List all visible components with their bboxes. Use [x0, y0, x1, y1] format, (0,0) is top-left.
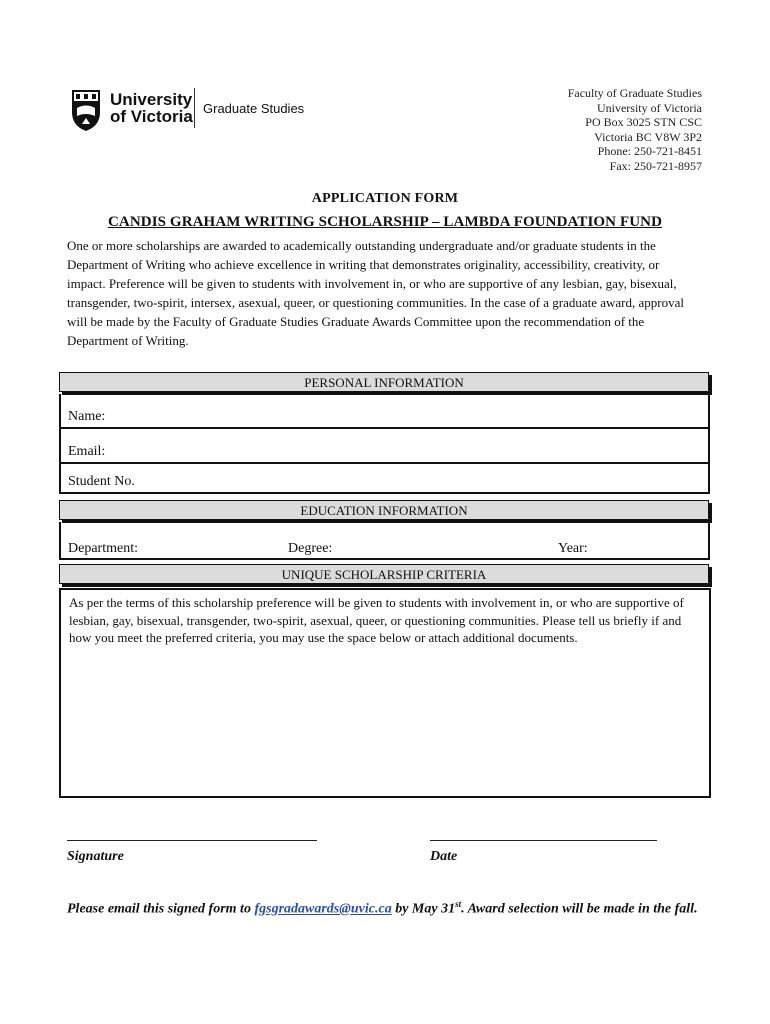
year-field[interactable]: Year: [558, 541, 588, 556]
signature-label: Signature [67, 849, 124, 864]
address-block [568, 86, 702, 173]
footer-text-before: Please email this signed form to [67, 901, 255, 917]
email-link[interactable]: fgsgradawards@uvic.ca [254, 901, 392, 917]
personal-info-header: PERSONAL INFORMATION [59, 372, 709, 392]
student-no-field[interactable] [61, 464, 708, 492]
footer-text-after: . Award selection will be made in the fall. [461, 901, 698, 917]
address-line: Phone: 250-721-8451 [597, 144, 702, 158]
name-field[interactable] [61, 394, 708, 429]
signature-line[interactable] [67, 840, 317, 841]
address-line: Victoria BC V8W 3P2 [594, 129, 702, 144]
personal-info-fields [59, 394, 710, 494]
criteria-text: As per the terms of this scholarship preference will be given to students with involvement in, or who are supportive of lesbian, gay, bisexual, transgender, two-spirit, asexual, queer, or questioning communities. Please tell us briefly if and how you meet the preferred criteria, you may use the space below or attach additional documents. [69, 595, 684, 645]
name-label: Name: [68, 409, 106, 424]
degree-field[interactable]: Degree: [288, 541, 333, 556]
address-line: PO Box 3025 STN CSC [585, 115, 702, 129]
uvic-crest-icon [70, 86, 102, 132]
education-info-header: EDUCATION INFORMATION [59, 500, 709, 520]
logo-unit-text: Graduate Studies [203, 101, 305, 116]
address-line: University of Victoria [596, 100, 702, 115]
address-line: Fax: 250-721-8957 [609, 158, 702, 173]
form-title: APPLICATION FORM [311, 191, 459, 206]
footer-superscript: st [455, 899, 462, 909]
email-label: Email: [68, 444, 106, 459]
email-field[interactable] [61, 429, 708, 464]
criteria-response-box[interactable] [59, 588, 711, 798]
form-subtitle: CANDIS GRAHAM WRITING SCHOLARSHIP – LAMBDA FOUNDATION FUND [107, 214, 663, 230]
student-no-label: Student No. [68, 474, 135, 489]
education-row [61, 522, 708, 557]
date-label: Date [430, 849, 458, 864]
education-info-fields [59, 522, 710, 560]
address-line: Faculty of Graduate Studies [567, 86, 702, 100]
logo-university-text: University [110, 90, 193, 109]
logo-of-victoria-text: of Victoria [110, 107, 193, 126]
department-field[interactable]: Department: [68, 541, 138, 556]
submission-instructions [67, 893, 707, 921]
intro-paragraph: One or more scholarships are awarded to academically outstanding undergraduate and/or graduate students in the Department of Writing who achieve excellence in writing that demonstrates originality, accessibility, creativity, or impact. Preference will be given to students with involvement in, or who are supportive of any lesbian, gay, bisexual, transgender, two-spirit, intersex, asexual, queer, or questioning communities. In the case of a graduate award, approval will be made by the Faculty of Graduate Studies Graduate Awards Committee upon the recommendation of the Department of Writing. [67, 238, 684, 348]
date-line[interactable] [430, 840, 657, 841]
logo-divider [194, 88, 195, 128]
footer-text-mid: by May 31 [391, 901, 456, 917]
criteria-header: UNIQUE SCHOLARSHIP CRITERIA [59, 564, 709, 584]
university-logo [70, 86, 310, 134]
